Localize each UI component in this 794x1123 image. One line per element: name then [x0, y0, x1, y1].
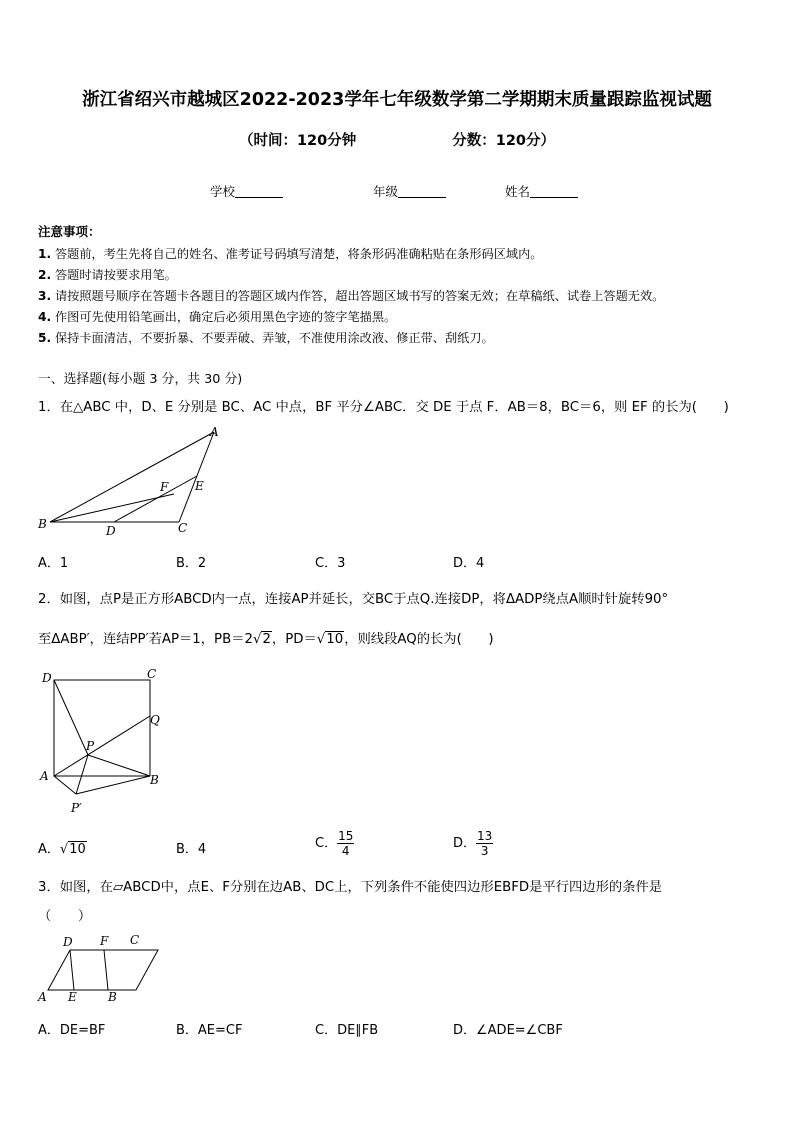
time-limit: （时间：120分钟	[238, 133, 357, 149]
label-c: C	[178, 521, 188, 535]
q2-option-d[interactable]	[453, 829, 493, 858]
label-d: D	[42, 671, 52, 685]
exam-subtitle	[0, 129, 794, 150]
square-abcd	[54, 680, 150, 776]
sqrt-symbol: √	[59, 842, 69, 857]
fraction	[337, 829, 354, 858]
grade-blank	[398, 185, 446, 198]
denominator: 3	[480, 844, 489, 858]
notice-item	[38, 266, 177, 283]
exam-title: 浙江省绍兴市越城区2022-2023学年七年级数学第二学期期末质量跟踪监视试题	[82, 90, 712, 110]
notice-item	[38, 245, 543, 262]
notice-item	[38, 329, 494, 346]
school-label: 学校	[210, 184, 236, 199]
label-f: F	[100, 934, 109, 948]
q1-stem: 1．在△ABC 中，D、E 分别是 BC、AC 中点，BF 平分∠ABC．交 DE 于点 F．AB＝8，BC＝6，则 EF 的长为( )	[38, 400, 729, 415]
q3-option-b[interactable]: B．AE=CF	[176, 1023, 243, 1038]
q2-radicand-pb: 2	[262, 632, 271, 647]
q1-triangle-figure	[34, 424, 224, 540]
notice-item	[38, 308, 396, 325]
q1-option-a[interactable]: A．1	[38, 556, 69, 571]
notice-text: 保持卡面清洁，不要折暴、不要弄破、弄皱，不准使用涂改液、修正带、刮纸刀。	[55, 331, 494, 345]
q1-option-c[interactable]: C．3	[315, 556, 346, 571]
notice-number: 1.	[38, 247, 52, 261]
notice-number: 2.	[38, 268, 52, 282]
q2-radicand-pd: 10	[326, 632, 344, 647]
q2-square-figure	[34, 666, 174, 818]
label-b: B	[108, 990, 117, 1004]
name-field	[505, 182, 578, 200]
sqrt-symbol: √	[316, 632, 326, 647]
notice-text: 作图可先使用铅笔画出，确定后必须用黑色字迹的签字笔描黑。	[55, 310, 397, 324]
section-heading: 一、选择题(每小题 3 分，共 30 分)	[38, 372, 243, 387]
school-blank	[235, 185, 283, 198]
name-label: 姓名	[505, 184, 531, 199]
label-a: A	[40, 769, 49, 783]
school-field	[210, 182, 283, 200]
label-c: C	[130, 934, 140, 947]
q3-option-d[interactable]: D．∠ADE=∠CBF	[453, 1023, 563, 1038]
label-p: P	[86, 739, 95, 753]
label-q: Q	[150, 713, 160, 727]
label-a: A	[38, 990, 47, 1004]
notice-heading: 注意事项：	[38, 224, 101, 239]
denominator: 4	[341, 844, 350, 858]
segment-fb-side	[104, 950, 108, 990]
numerator: 15	[338, 829, 354, 843]
label-b: B	[38, 517, 47, 531]
total-score: 分数：120分）	[452, 133, 556, 149]
notice-number: 5.	[38, 331, 52, 345]
q2-text-a: 至ΔABP′，连结PP′若AP＝1，PB＝2	[38, 632, 253, 647]
q3-parallelogram-figure	[32, 934, 162, 1006]
notice-number: 4.	[38, 310, 52, 324]
segment-pb	[88, 755, 150, 776]
numerator: 13	[477, 829, 493, 843]
option-letter: C．	[315, 836, 338, 851]
label-f: F	[160, 480, 169, 494]
segment-aq	[54, 716, 150, 776]
label-c: C	[147, 667, 157, 681]
q3-stem: 3．如图，在▱ABCD中，点E、F分别在边AB、DC上，下列条件不能使四边形EBFD是平行四边形的条件是	[38, 880, 663, 895]
q3-answer-paren: （ ）	[38, 909, 92, 924]
label-e: E	[195, 479, 204, 493]
label-d: D	[106, 524, 116, 538]
label-a: A	[210, 425, 219, 439]
label-d: D	[63, 935, 73, 949]
q3-option-a[interactable]: A．DE=BF	[38, 1023, 106, 1038]
notice-item	[38, 287, 664, 304]
segment-bf	[50, 494, 174, 522]
segment-dp	[54, 680, 88, 755]
notice-text: 请按照题号顺序在答题卡各题目的答题区域内作答，超出答题区域书写的答案无效；在草稿纸、试卷上答题无效。	[55, 289, 665, 303]
q2-option-a[interactable]	[38, 838, 87, 857]
option-letter: A．	[38, 842, 60, 857]
q2-option-b[interactable]: B．4	[176, 842, 207, 857]
notice-text: 答题时请按要求用笔。	[55, 268, 177, 282]
label-e: E	[68, 990, 77, 1004]
name-blank	[530, 185, 578, 198]
option-letter: D．	[453, 836, 477, 851]
option-radicand: 10	[69, 842, 86, 857]
q2-stem-line2	[38, 628, 494, 647]
segment-de	[70, 950, 74, 990]
q1-option-b[interactable]: B．2	[176, 556, 207, 571]
segment-p2b	[76, 776, 150, 794]
segment-de	[114, 476, 197, 522]
segment-ab	[50, 432, 214, 522]
q2-text-e: ，则线段AQ的长为( )	[344, 632, 494, 647]
label-b: B	[150, 773, 159, 787]
grade-label: 年级	[373, 184, 399, 199]
sqrt-symbol: √	[252, 632, 262, 647]
grade-field	[373, 182, 446, 200]
q1-option-d[interactable]: D．4	[453, 556, 485, 571]
segment-ac	[179, 432, 214, 522]
q3-option-c[interactable]: C．DE∥FB	[315, 1023, 379, 1038]
notice-number: 3.	[38, 289, 52, 303]
q2-option-c[interactable]	[315, 829, 354, 858]
notice-text: 答题前，考生先将自己的姓名、准考证号码填写清楚，将条形码准确粘贴在条形码区域内。	[55, 247, 543, 261]
parallelogram-abcd	[48, 950, 158, 990]
segment-ap2	[54, 776, 76, 794]
q2-stem-line1: 2．如图，点P是正方形ABCD内一点，连接AP并延长，交BC于点Q.连接DP，将ΔADP绕点A顺时针旋转90°	[38, 592, 669, 607]
q2-text-c: ，PD＝	[271, 632, 317, 647]
fraction	[476, 829, 493, 858]
label-p-prime: P′	[71, 801, 82, 815]
